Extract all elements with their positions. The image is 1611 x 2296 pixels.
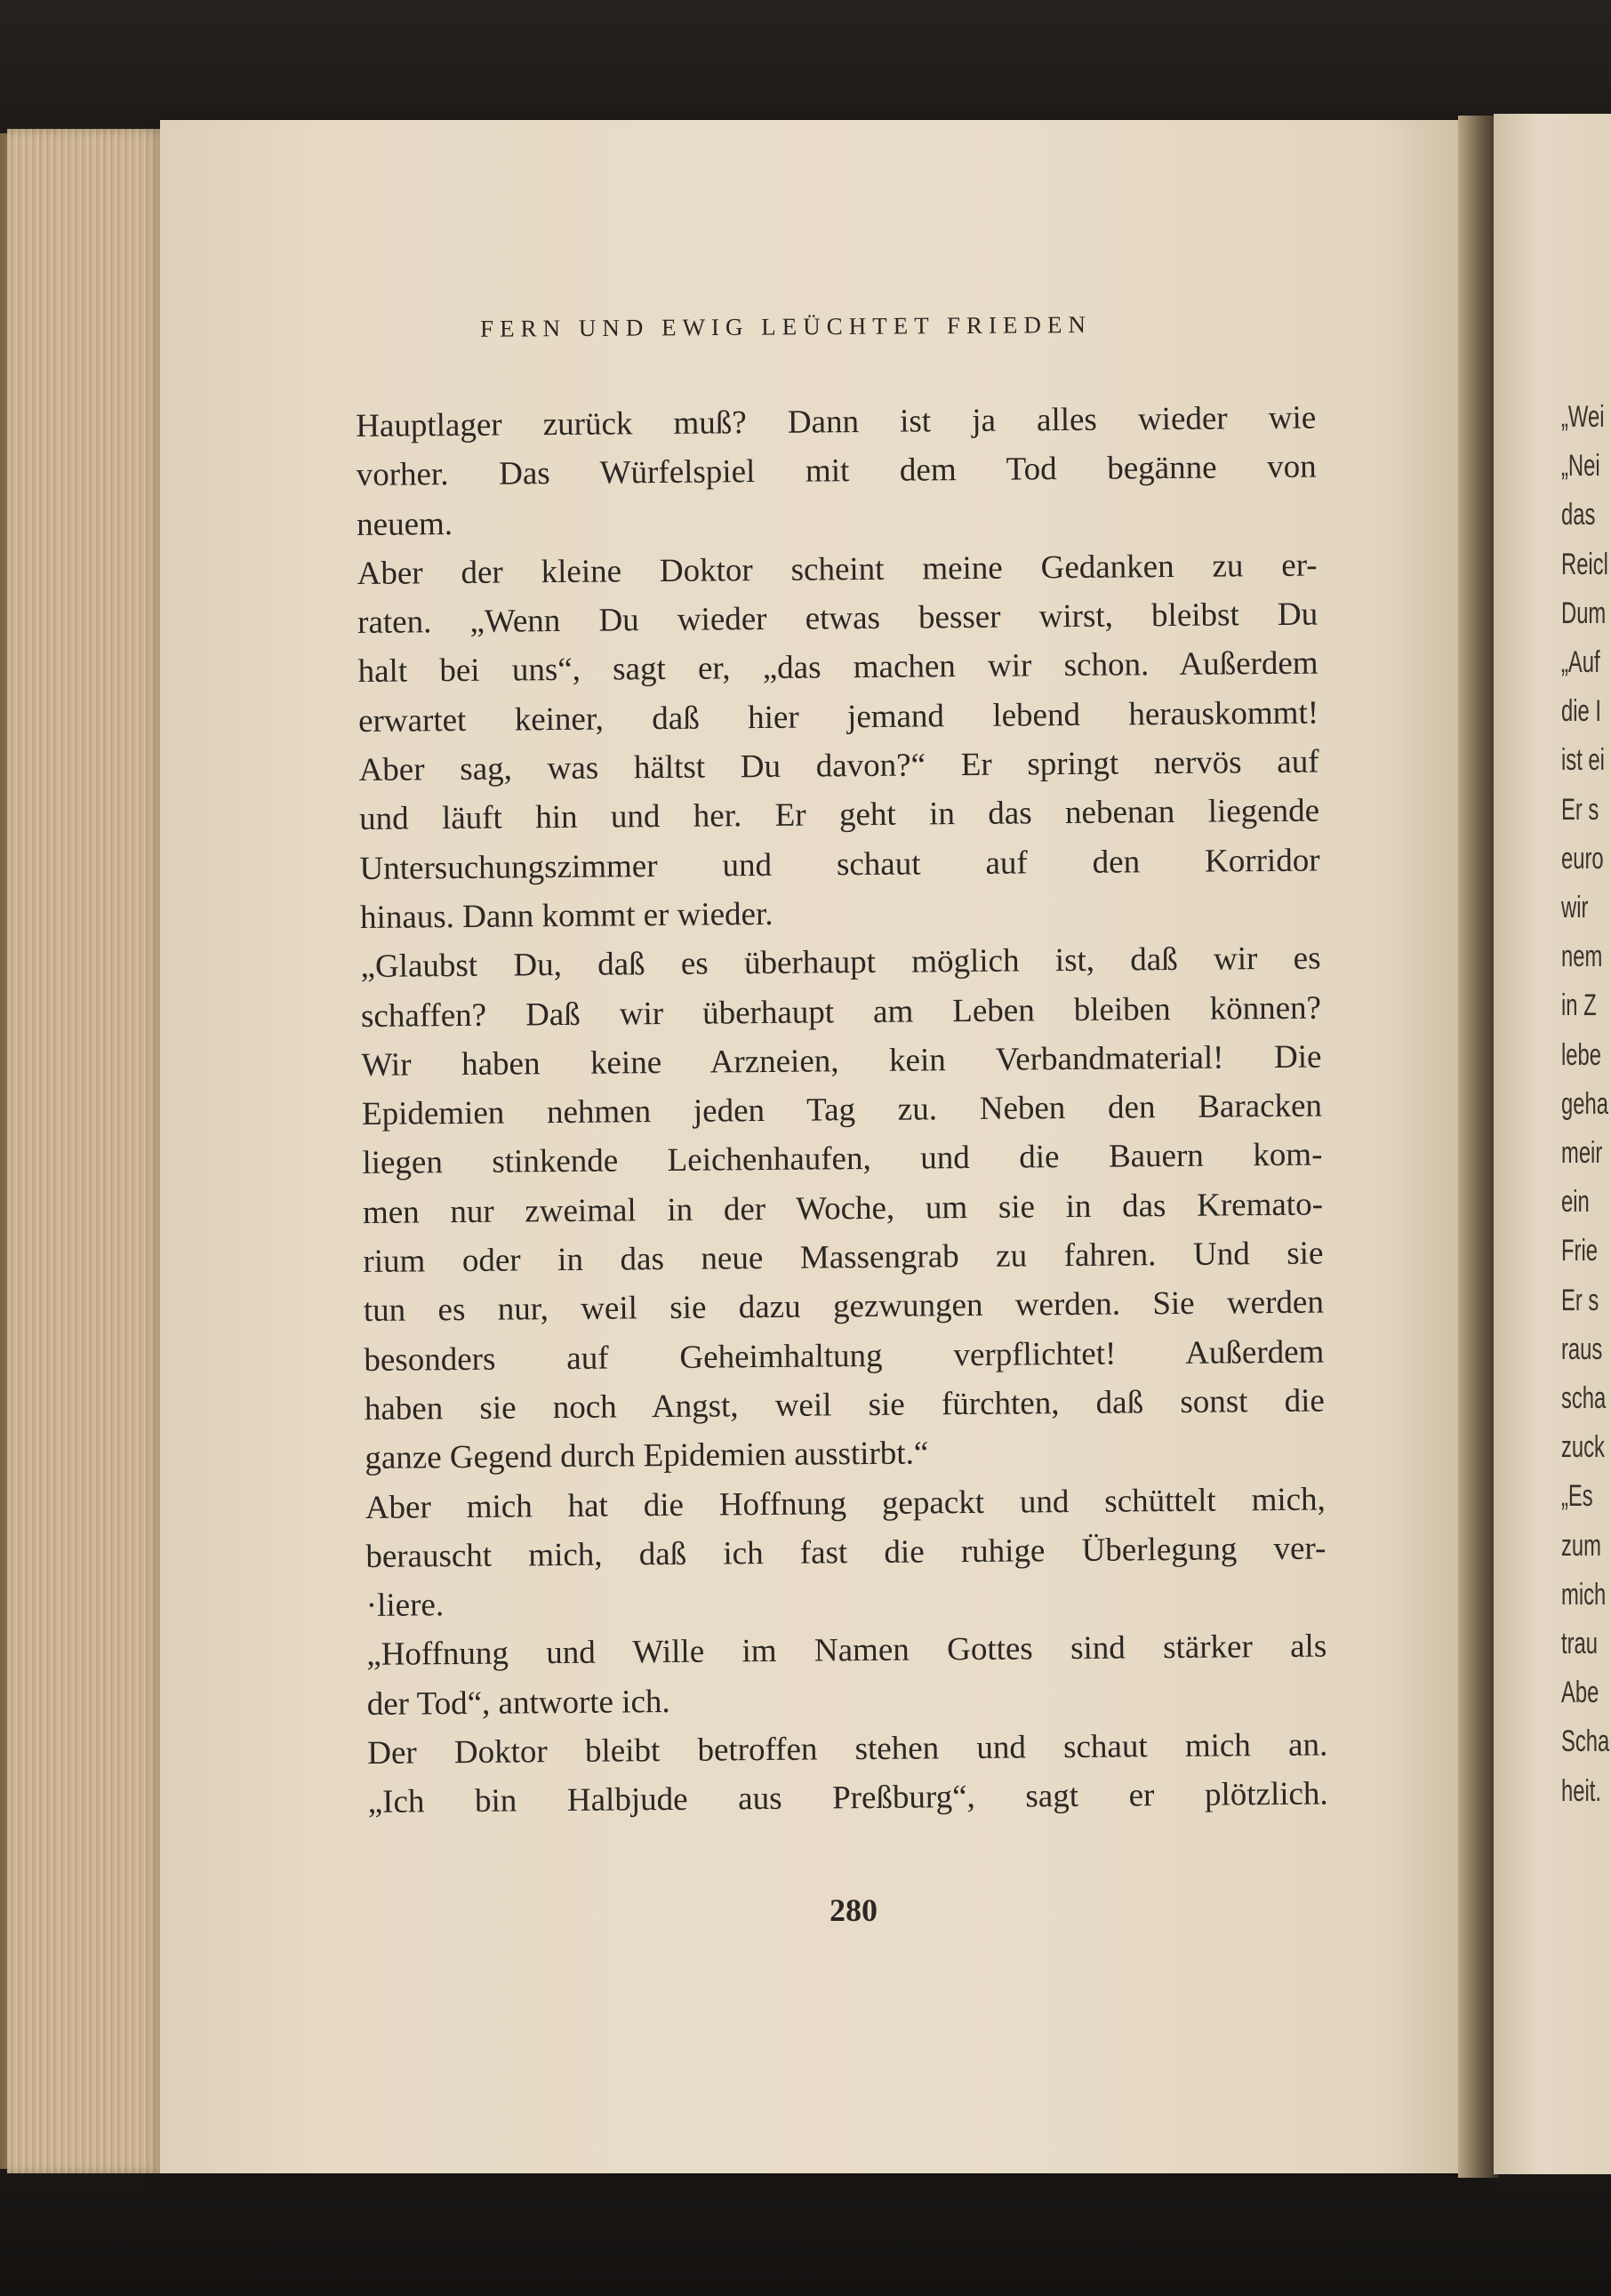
text-line: Wir haben keine Arzneien, kein Verbandmaterial! Die bbox=[361, 1038, 1322, 1084]
body-text bbox=[356, 394, 1328, 1828]
text-line: erwartet keiner, daß hier jemand lebend herauskommt! bbox=[357, 694, 1319, 740]
facing-page-fragment: meir bbox=[1561, 1136, 1603, 1170]
facing-page-fragment: nem bbox=[1561, 940, 1603, 974]
facing-page-fragment: euro bbox=[1561, 841, 1604, 876]
backdrop-bottom bbox=[0, 2169, 1611, 2296]
text-line: besonders auf Geheimhaltung verpflichtet! Außerdem bbox=[364, 1333, 1325, 1379]
text-line: hinaus. Dann kommt er wieder. bbox=[359, 895, 773, 936]
text-line: men nur zweimal in der Woche, um sie in das Kremato- bbox=[362, 1186, 1324, 1231]
facing-page-fragment: ist ei bbox=[1561, 743, 1605, 778]
facing-page-fragment: Abe bbox=[1561, 1676, 1599, 1710]
book-gutter bbox=[1458, 116, 1498, 2178]
facing-page-fragment: Er s bbox=[1561, 792, 1599, 827]
facing-page-fragment: trau bbox=[1561, 1627, 1599, 1660]
text-line: Hauptlager zurück muß? Dann ist ja alles wieder wie bbox=[356, 399, 1317, 444]
page-number: 280 bbox=[830, 1892, 878, 1928]
text-line: neuem. bbox=[357, 505, 453, 543]
text-line: tun es nur, weil sie dazu gezwungen werden. Sie werden bbox=[363, 1284, 1325, 1330]
text-line: Untersuchungszimmer und schaut auf den Korridor bbox=[359, 842, 1320, 887]
text-line: halt bei uns“, sagt er, „das machen wir schon. Außerdem bbox=[357, 645, 1318, 691]
text-line: Aber mich hat die Hoffnung gepackt und schüttelt mich, bbox=[365, 1481, 1326, 1526]
text-line: Epidemien nehmen jeden Tag zu. Neben den Baracken bbox=[361, 1087, 1323, 1133]
backdrop-top bbox=[0, 0, 1611, 133]
facing-page-fragment: Scha bbox=[1561, 1724, 1610, 1759]
facing-page-fragment: raus bbox=[1561, 1332, 1603, 1366]
facing-page-fragment: zuck bbox=[1561, 1430, 1605, 1465]
text-line: und läuft hin und her. Er geht in das nebenan liegende bbox=[358, 792, 1320, 838]
text-line: schaffen? Daß wir überhaupt am Leben bleiben können? bbox=[360, 989, 1322, 1035]
running-head: FERN UND EWIG LEÜCHTET FRIEDEN bbox=[479, 310, 1093, 342]
facing-page-fragment: mich bbox=[1561, 1577, 1607, 1612]
facing-page-fragment: „Nei bbox=[1561, 449, 1600, 484]
facing-page-fragment: die I bbox=[1561, 694, 1601, 729]
facing-page-fragment: lebe bbox=[1561, 1037, 1601, 1072]
facing-page-fragment: zum bbox=[1561, 1528, 1601, 1563]
facing-page-fragment: Dum bbox=[1561, 596, 1607, 630]
facing-page-fragment: das bbox=[1561, 498, 1596, 532]
facing-page-fragment: ein bbox=[1561, 1185, 1590, 1220]
text-line: „Hoffnung und Wille im Namen Gottes sind stärker als bbox=[366, 1628, 1327, 1674]
facing-page-fragment: wir bbox=[1561, 891, 1589, 924]
text-line: ganze Gegend durch Epidemien ausstirbt.“ bbox=[365, 1435, 929, 1477]
text-line: „Ich bin Halbjude aus Preßburg“, sagt er plötzlich. bbox=[367, 1775, 1328, 1821]
text-line: haben sie noch Angst, weil sie fürchten, daß sonst die bbox=[364, 1382, 1326, 1428]
facing-page-fragment: Er s bbox=[1561, 1283, 1599, 1317]
facing-page-fragment: geha bbox=[1561, 1086, 1608, 1121]
text-line: vorher. Das Würfelspiel mit dem Tod begänne von bbox=[356, 448, 1317, 494]
facing-page-fragment: in Z bbox=[1561, 988, 1597, 1023]
facing-page-fragment: heit. bbox=[1561, 1773, 1601, 1808]
text-line: ·liere. bbox=[365, 1587, 445, 1625]
facing-page-fragment: Frie bbox=[1561, 1234, 1598, 1268]
page-stack-edge bbox=[7, 129, 176, 2173]
text-line: Aber sag, was hältst Du davon?“ Er springt nervös auf bbox=[358, 743, 1319, 789]
facing-page-fragment: „Auf bbox=[1561, 645, 1600, 679]
text-line: raten. „Wenn Du wieder etwas besser wirst, bleibst Du bbox=[357, 596, 1318, 642]
text-line: liegen stinkende Leichenhaufen, und die Bauern kom- bbox=[362, 1136, 1323, 1182]
facing-page-fragment: Reicl bbox=[1561, 547, 1608, 581]
text-line: der Tod“, antworte ich. bbox=[366, 1683, 670, 1723]
facing-page-fragment: scha bbox=[1561, 1381, 1607, 1415]
facing-page-fragment: „Es bbox=[1561, 1479, 1593, 1514]
text-line: Aber der kleine Doktor scheint meine Gedanken zu er- bbox=[357, 547, 1318, 592]
text-line: rium oder in das neue Massengrab zu fahren. Und sie bbox=[363, 1235, 1324, 1281]
text-line: berauscht mich, daß ich fast die ruhige Überlegung ver- bbox=[365, 1530, 1326, 1575]
facing-page-fragment: „Wei bbox=[1561, 400, 1605, 434]
text-line: „Glaubst Du, daß es überhaupt möglich ist, daß wir es bbox=[360, 940, 1321, 986]
text-line: Der Doktor bleibt betroffen stehen und schaut mich an. bbox=[367, 1726, 1328, 1772]
